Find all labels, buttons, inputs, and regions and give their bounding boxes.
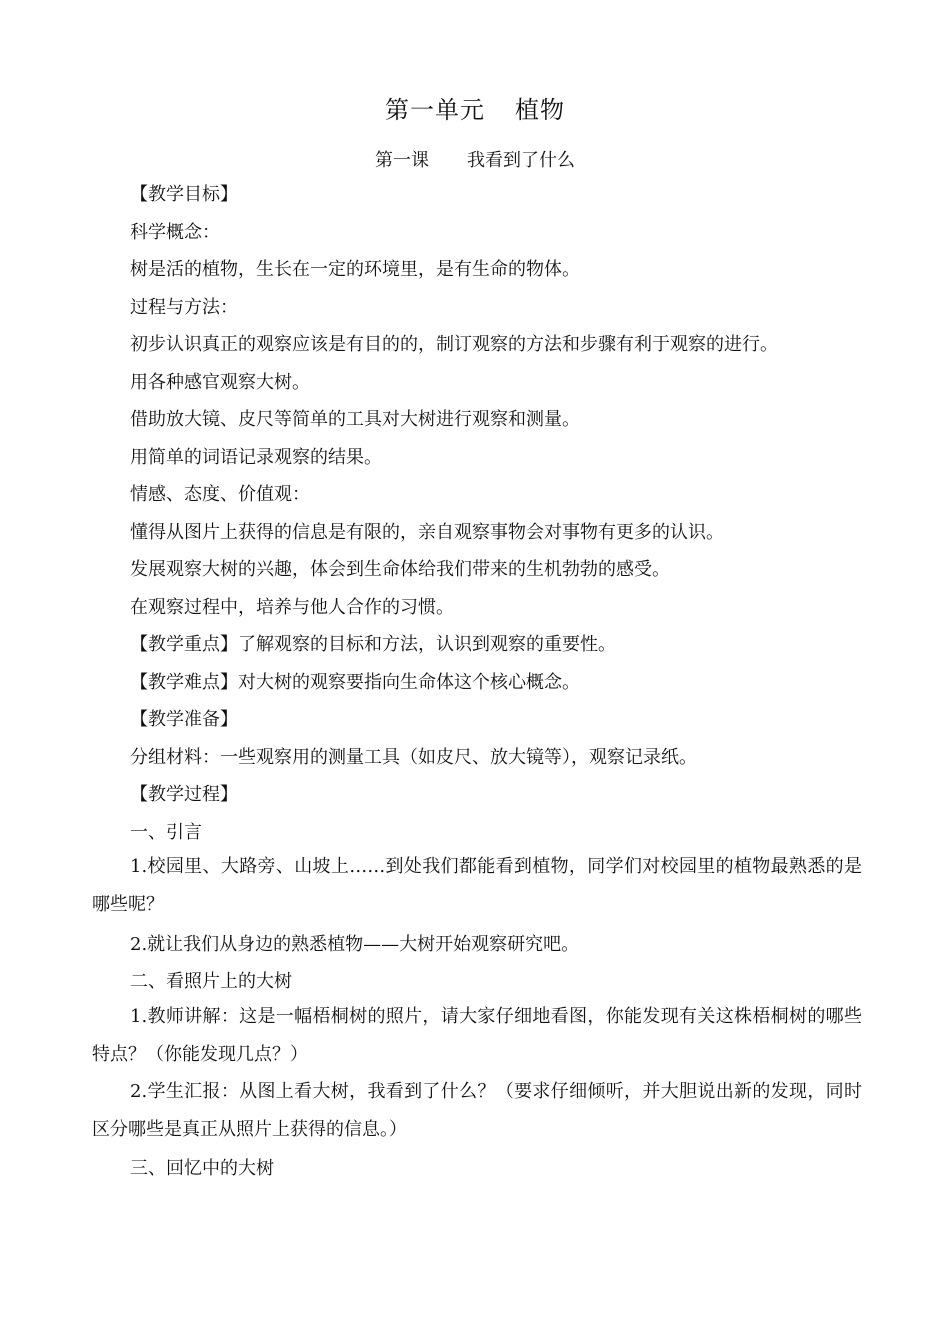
subheading-attitude-values: 情感、态度、价值观：: [130, 484, 310, 505]
unit-title-number: 第一单元: [385, 96, 485, 124]
body-line: 初步认识真正的观察应该是有目的的，制订观察的方法和步骤有利于观察的进行。: [130, 334, 778, 355]
unit-title-name: 植物: [515, 96, 565, 124]
subheading-science-concept: 科学概念：: [130, 222, 220, 243]
body-line: 用各种感官观察大树。: [130, 372, 310, 393]
section-heading-intro: 一、引言: [130, 822, 202, 843]
teaching-key-point: 【教学重点】了解观察的目标和方法，认识到观察的重要性。: [130, 634, 616, 655]
heading-teaching-process: 【教学过程】: [130, 784, 238, 805]
paragraph-teacher-explain: 1.教师讲解：这是一幅梧桐树的照片，请大家仔细地看图，你能发现有关这株梧桐树的哪些特点？（你能发现几点？）: [92, 1006, 862, 1065]
body-line: 2.就让我们从身边的熟悉植物——大树开始观察研究吧。: [130, 934, 580, 955]
heading-teaching-goals: 【教学目标】: [130, 184, 238, 205]
paragraph-intro-1: 1.校园里、大路旁、山坡上……到处我们都能看到植物，同学们对校园里的植物最熟悉的是哪些呢？: [92, 856, 862, 915]
body-line: 发展观察大树的兴趣，体会到生命体给我们带来的生机勃勃的感受。: [130, 559, 670, 580]
subheading-process-method: 过程与方法：: [130, 297, 238, 318]
lesson-title: [0, 146, 950, 172]
teaching-difficulty: 【教学难点】对大树的观察要指向生命体这个核心概念。: [130, 672, 580, 693]
body-line: 用简单的词语记录观察的结果。: [130, 447, 382, 468]
heading-teaching-prep: 【教学准备】: [130, 709, 238, 730]
body-line: 懂得从图片上获得的信息是有限的，亲自观察事物会对事物有更多的认识。: [130, 522, 724, 543]
body-line: 借助放大镜、皮尺等简单的工具对大树进行观察和测量。: [130, 409, 580, 430]
body-line: 在观察过程中，培养与他人合作的习惯。: [130, 597, 454, 618]
body-line: 分组材料：一些观察用的测量工具（如皮尺、放大镜等），观察记录纸。: [130, 747, 697, 768]
unit-title: [0, 90, 950, 125]
section-heading-memory-tree: 三、回忆中的大树: [130, 1158, 274, 1179]
section-heading-photo-tree: 二、看照片上的大树: [130, 971, 292, 992]
lesson-number: 第一课: [375, 150, 429, 171]
body-line: 树是活的植物，生长在一定的环境里，是有生命的物体。: [130, 259, 580, 280]
lesson-name: 我看到了什么: [467, 150, 575, 171]
paragraph-student-report: 2.学生汇报：从图上看大树，我看到了什么？（要求仔细倾听，并大胆说出新的发现，同时区分哪些是真正从照片上获得的信息。）: [92, 1081, 862, 1140]
